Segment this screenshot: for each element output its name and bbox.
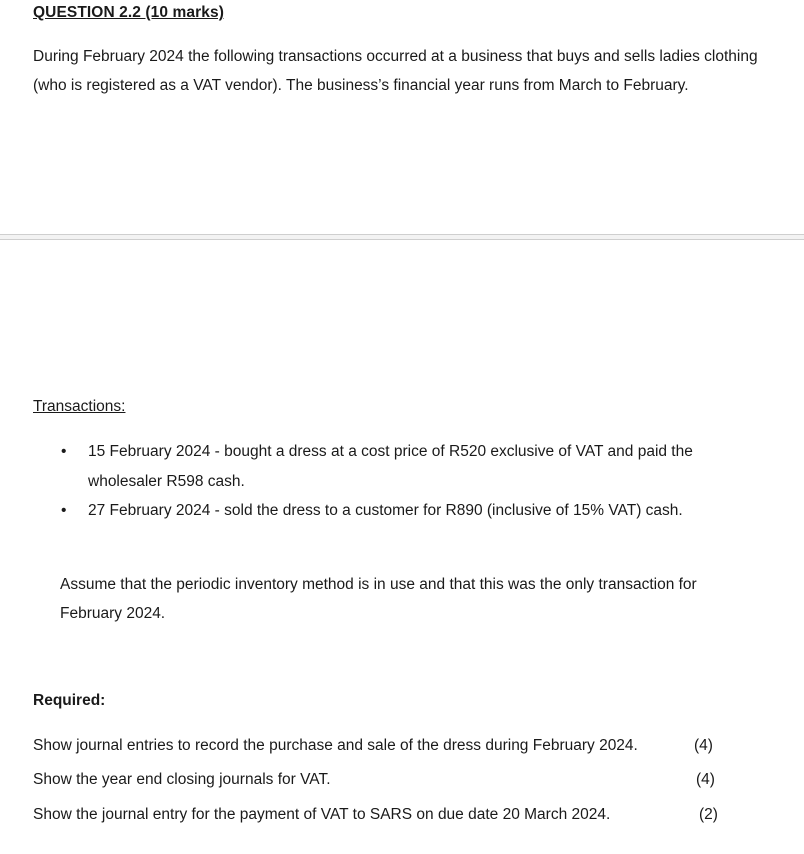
bullet-icon: •: [61, 502, 67, 519]
required-item-text: Show journal entries to record the purchase and sale of the dress during February 2024.: [33, 737, 638, 754]
bullet-icon: •: [61, 443, 67, 460]
list-item: [60, 437, 750, 496]
question-intro: During February 2024 the following transactions occurred at a business that buys and sells ladies clothing (who is registered as a VAT vendor). The business’s financial year runs from March to February.: [33, 48, 758, 94]
transaction-text: 15 February 2024 - bought a dress at a cost price of R520 exclusive of VAT and paid the wholesaler R598 cash.: [88, 443, 693, 490]
required-heading: Required:: [33, 692, 106, 709]
page-divider: [0, 234, 804, 240]
required-item: [33, 806, 723, 824]
transactions-list: [60, 437, 750, 526]
transaction-text: 27 February 2024 - sold the dress to a customer for R890 (inclusive of 15% VAT) cash.: [88, 502, 683, 519]
marks-label: (4): [694, 737, 713, 754]
marks-label: (4): [696, 771, 715, 788]
marks-label: (2): [699, 806, 718, 823]
transactions-heading: Transactions:: [33, 398, 126, 415]
required-item: [33, 737, 723, 755]
question-title: QUESTION 2.2 (10 marks): [33, 4, 224, 21]
required-item-text: Show the journal entry for the payment of VAT to SARS on due date 20 March 2024.: [33, 806, 611, 823]
required-item: [33, 771, 723, 789]
assumption-text: Assume that the periodic inventory method is in use and that this was the only transaction for February 2024.: [60, 576, 697, 622]
required-item-text: Show the year end closing journals for VAT.: [33, 771, 331, 788]
list-item: [60, 496, 750, 526]
